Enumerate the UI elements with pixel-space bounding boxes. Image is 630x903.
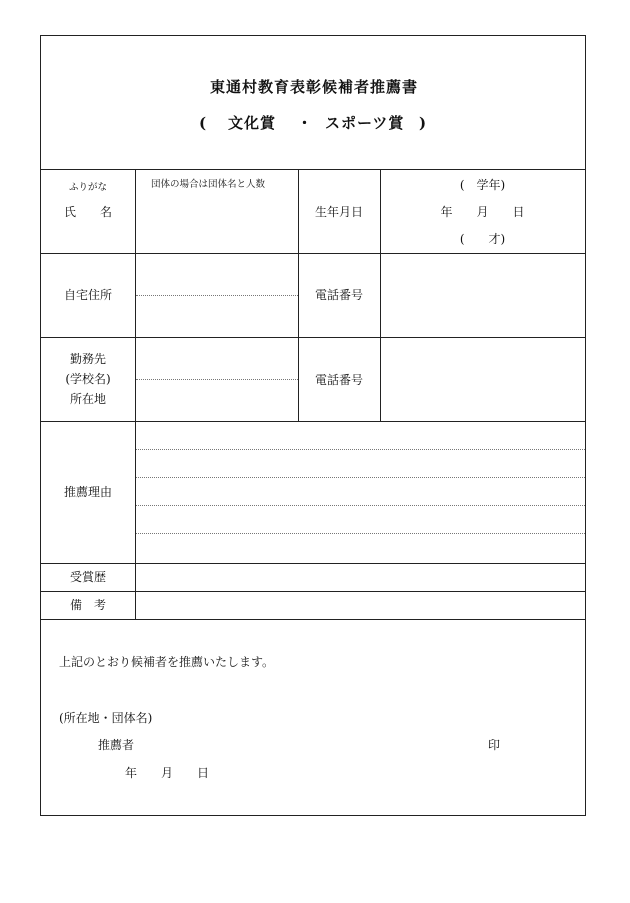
recommender-label: 推薦者 xyxy=(98,738,135,752)
subtitle-open-paren: ( xyxy=(199,114,208,132)
group-note: 団体の場合は団体名と人数 xyxy=(151,179,266,190)
reason-label: 推薦理由 xyxy=(63,485,112,499)
reason-dotted-line-4 xyxy=(136,533,585,534)
rule-under-award-history xyxy=(41,591,585,592)
remarks-label: 備 考 xyxy=(69,598,106,612)
home-address-dotted-line xyxy=(136,295,298,296)
rule-under-title xyxy=(41,169,585,170)
label-column-divider xyxy=(135,169,136,619)
age-field: ( 才) xyxy=(459,232,506,246)
rule-under-reason-row xyxy=(41,563,585,564)
birthdate-field: 年 月 日 xyxy=(440,205,525,219)
home-phone-label: 電話番号 xyxy=(314,288,363,302)
subtitle-culture-award: 文化賞 xyxy=(228,114,277,132)
birthdate-label: 生年月日 xyxy=(314,205,363,219)
nomination-form-frame xyxy=(40,35,586,816)
seal-mark: 印 xyxy=(488,738,501,752)
subtitle-sports-award: スポーツ賞 xyxy=(325,114,405,132)
name-label: 氏 名 xyxy=(63,205,112,219)
rule-under-remarks xyxy=(41,619,585,620)
work-label-line1: 勤務先 xyxy=(69,352,106,366)
grade-field: ( 学年) xyxy=(459,178,506,192)
work-label-line3: 所在地 xyxy=(69,392,106,406)
subtitle-close-paren: ) xyxy=(419,114,428,132)
home-address-label: 自宅住所 xyxy=(63,288,112,302)
rule-under-name-row xyxy=(41,253,585,254)
reason-dotted-line-1 xyxy=(136,449,585,450)
rule-under-work-row xyxy=(41,421,585,422)
reason-dotted-line-3 xyxy=(136,505,585,506)
rule-under-home-row xyxy=(41,337,585,338)
subtitle-separator: ・ xyxy=(297,114,314,132)
furigana-label: ふりがな xyxy=(68,182,107,193)
organization-label: (所在地・団体名) xyxy=(59,711,153,725)
recommendation-statement: 上記のとおり候補者を推薦いたします。 xyxy=(59,655,275,669)
work-address-dotted-line xyxy=(136,379,298,380)
reason-dotted-line-2 xyxy=(136,477,585,478)
award-history-label: 受賞歴 xyxy=(69,570,106,584)
form-title: 東通村教育表彰候補者推薦書 xyxy=(209,78,418,96)
work-phone-label: 電話番号 xyxy=(314,373,363,387)
work-label-line2: (学校名) xyxy=(65,372,111,386)
footer-date: 年 月 日 xyxy=(125,766,210,780)
